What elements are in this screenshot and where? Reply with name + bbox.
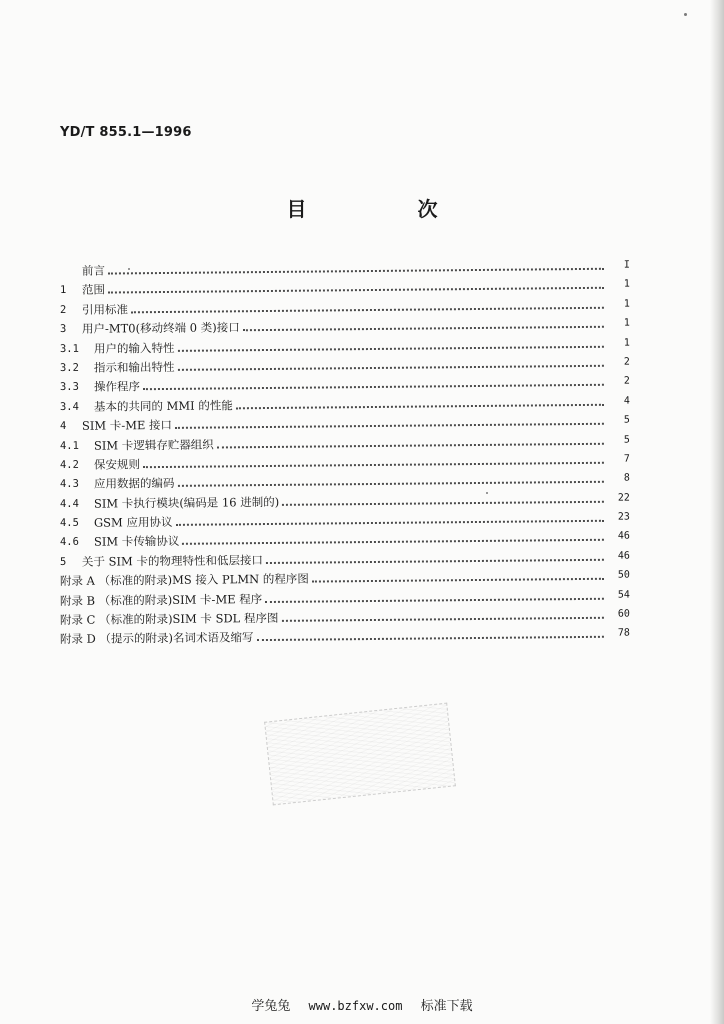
toc-entry-page: 2 [623,376,630,388]
toc-entry-number: 3.2 [59,362,79,375]
toc-leader-dots [312,578,604,583]
toc-entry-title: 用户-MT0(移动终端 0 类)接口 [81,320,240,337]
toc-entry-title: 用户的输入特性 [93,340,175,356]
toc-entry-title: 附录 C （标准的附录)SIM 卡 SDL 程序图 [59,611,279,628]
toc-entry-page: 23 [617,511,630,524]
toc-entry-number: 4.6 [59,536,79,549]
footer-url[interactable]: www.bzfxw.com [308,999,403,1013]
toc-entry-number: 3.4 [59,400,79,414]
toc-title: 目 次 [286,197,490,221]
toc-entry-title: 附录 A （标准的附录)MS 接入 PLMN 的程序图 [59,572,309,589]
toc-entry-number: 5 [59,556,67,569]
toc-entry-page: 1 [623,279,630,291]
document-code: YD/T 855.1—1996 [60,125,192,140]
footer-tagline: 标准下载 [420,999,473,1014]
toc-entry-number: 4.2 [59,459,79,472]
scan-speck [486,492,488,494]
toc-entry-page: I [623,259,630,271]
toc-entry-number: 4 [59,420,67,433]
toc-entry-number: 4.5 [59,517,79,530]
page-footer [0,995,724,1014]
toc-entry-title: SIM 卡逻辑存贮器组织 [93,437,214,453]
toc-entry-page: 54 [617,589,630,601]
toc-entry-page: 2 [623,356,630,368]
toc-entry-page: 4 [623,395,630,407]
toc-entry-number: 1 [59,284,67,297]
toc-entry-page: 50 [617,570,630,582]
toc-entry[interactable] [60,622,630,647]
toc-entry-title: 引用标准 [81,302,128,317]
toc-entry-title: 附录 D （提示的附录)名词术语及缩写 [59,630,254,647]
toc-entry-title: 指示和输出特性 [93,360,175,376]
toc-entry-page: 78 [617,628,630,640]
toc-entry-number: 2 [59,304,67,317]
toc-leader-dots [243,326,604,331]
toc-entry-page: 1 [623,298,630,310]
scan-speck [128,268,130,270]
toc-entry-page: 1 [623,337,630,349]
toc-entry-page: 1 [623,318,630,330]
toc-entry-number: 4.3 [59,478,79,491]
toc-entry-title: SIM 卡-ME 接口 [81,418,173,434]
toc-entry-number: 4.4 [59,497,79,511]
table-of-contents [60,259,630,647]
toc-entry-page: 8 [623,473,630,485]
page-edge-shadow [710,0,724,1024]
toc-entry-title: SIM 卡传输协议 [93,534,180,550]
toc-entry-title: 保安规则 [93,457,140,472]
toc-entry-number: 3 [59,323,67,336]
toc-leader-dots [256,637,603,642]
toc-entry-number: 3.3 [59,381,79,394]
library-stamp [264,703,456,806]
toc-leader-dots [282,501,604,506]
toc-entry-title: SIM 卡执行模块(编码是 16 进制的) [93,494,280,511]
toc-entry-number: 4.1 [59,439,79,452]
toc-entry-page: 22 [617,492,630,504]
toc-entry-title: 附录 B （标准的附录)SIM 卡-ME 程序 [59,592,263,609]
toc-entry-title: 范围 [81,283,105,298]
toc-entry-number: 3.1 [59,342,79,355]
toc-entry-page: 60 [617,608,630,621]
toc-entry-title: 操作程序 [93,379,140,395]
stamp-texture [265,704,455,805]
toc-entry-title: GSM 应用协议 [93,515,173,531]
footer-site-name: 学兔兔 [251,999,291,1014]
scan-speck [684,13,687,16]
toc-entry-title: 前言 [81,263,105,279]
toc-entry-page: 5 [623,415,630,427]
toc-entry-page: 46 [617,531,630,543]
toc-entry-title: 基本的共同的 MMI 的性能 [93,398,233,414]
toc-entry-page: 7 [623,453,630,465]
toc-entry-title: 关于 SIM 卡的物理特性和低层接口 [81,553,264,570]
toc-entry-page: 46 [617,550,630,562]
toc-entry-page: 5 [623,434,630,446]
toc-entry-title: 应用数据的编码 [93,476,175,492]
